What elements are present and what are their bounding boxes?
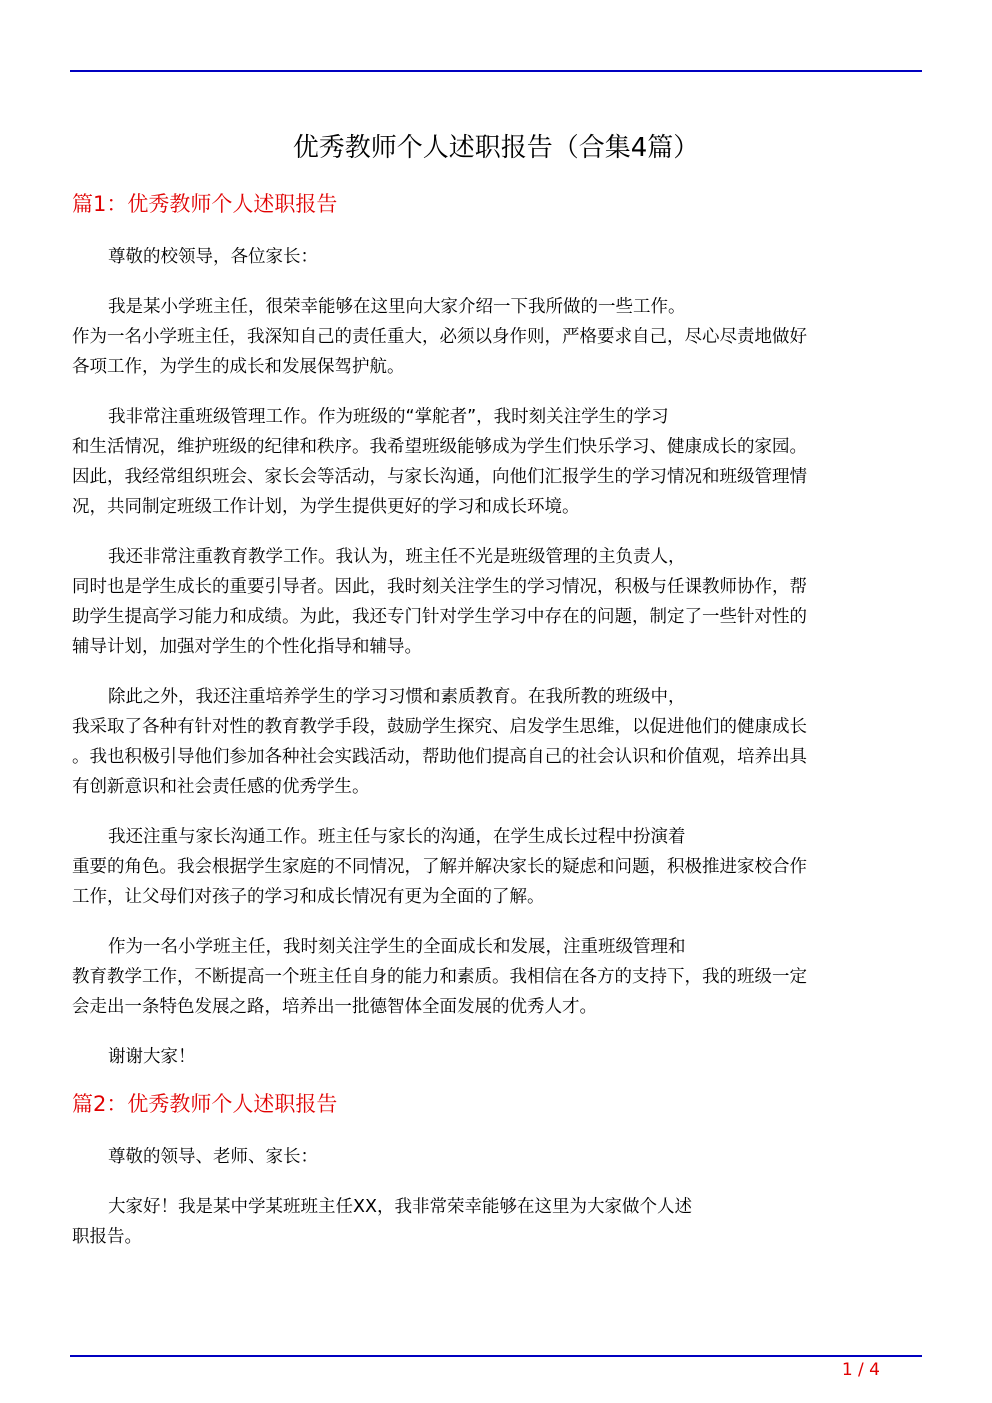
paragraph <box>72 1192 912 1252</box>
document-body <box>72 186 912 1252</box>
paragraph <box>72 402 912 522</box>
header-rule <box>70 70 922 72</box>
paragraph-line: 除此之外，我还注重培养学生的学习习惯和素质教育。在我所教的班级中， <box>108 687 686 707</box>
paragraph-line: 况，共同制定班级工作计划，为学生提供更好的学习和成长环境。 <box>72 497 580 517</box>
paragraph-line: 作为一名小学班主任，我深知自己的责任重大，必须以身作则，严格要求自己，尽心尽责地做好 <box>72 327 807 347</box>
paragraph-line: 作为一名小学班主任，我时刻关注学生的全面成长和发展，注重班级管理和 <box>108 937 686 957</box>
section-heading: 篇2：优秀教师个人述职报告 <box>72 1092 338 1116</box>
paragraph-line: 助学生提高学习能力和成绩。为此，我还专门针对学生学习中存在的问题，制定了一些针对性的 <box>72 607 807 627</box>
paragraph-line: 和生活情况，维护班级的纪律和秩序。我希望班级能够成为学生们快乐学习、健康成长的家园。 <box>72 437 807 457</box>
paragraph <box>72 242 912 272</box>
paragraph <box>72 822 912 912</box>
footer-rule <box>70 1355 922 1357</box>
paragraph-line: 会走出一条特色发展之路，培养出一批德智体全面发展的优秀人才。 <box>72 997 597 1017</box>
paragraph-line: 有创新意识和社会责任感的优秀学生。 <box>72 777 370 797</box>
paragraph-line: 同时也是学生成长的重要引导者。因此，我时刻关注学生的学习情况，积极与任课教师协作，帮 <box>72 577 807 597</box>
paragraph <box>72 1142 912 1172</box>
paragraph-line: 我还非常注重教育教学工作。我认为，班主任不光是班级管理的主负责人， <box>108 547 686 567</box>
document-title: 优秀教师个人述职报告（合集4篇） <box>292 133 700 163</box>
paragraph-line: 各项工作，为学生的成长和发展保驾护航。 <box>72 357 405 377</box>
paragraph-line: 谢谢大家！ <box>108 1047 196 1067</box>
paragraph-line: 辅导计划，加强对学生的个性化指导和辅导。 <box>72 637 422 657</box>
paragraph-line: 因此，我经常组织班会、家长会等活动，与家长沟通，向他们汇报学生的学习情况和班级管理情 <box>72 467 807 487</box>
paragraph-line: 我还注重与家长沟通工作。班主任与家长的沟通，在学生成长过程中扮演着 <box>108 827 686 847</box>
paragraph-line: 工作，让父母们对孩子的学习和成长情况有更为全面的了解。 <box>72 887 545 907</box>
page-number: 1 / 4 <box>841 1360 880 1380</box>
paragraph-line: 我采取了各种有针对性的教育教学手段，鼓励学生探究、启发学生思维，以促进他们的健康成长 <box>72 717 807 737</box>
paragraph <box>72 292 912 382</box>
paragraph-line: 我是某小学班主任，很荣幸能够在这里向大家介绍一下我所做的一些工作。 <box>108 297 686 317</box>
paragraph <box>72 542 912 662</box>
paragraph-line: 教育教学工作，不断提高一个班主任自身的能力和素质。我相信在各方的支持下，我的班级一定 <box>72 967 807 987</box>
paragraph-line: 。我也积极引导他们参加各种社会实践活动，帮助他们提高自己的社会认识和价值观，培养出具 <box>72 747 807 767</box>
paragraph-line: 职报告。 <box>72 1227 142 1247</box>
section-heading: 篇1：优秀教师个人述职报告 <box>72 192 338 216</box>
paragraph-line: 重要的角色。我会根据学生家庭的不同情况，了解并解决家长的疑虑和问题，积极推进家校合作 <box>72 857 807 877</box>
paragraph <box>72 932 912 1022</box>
paragraph-line: 我非常注重班级管理工作。作为班级的“掌舵者”，我时刻关注学生的学习 <box>108 407 669 427</box>
paragraph-line: 尊敬的领导、老师、家长： <box>108 1147 318 1167</box>
paragraph-line: 尊敬的校领导，各位家长： <box>108 247 318 267</box>
paragraph <box>72 682 912 802</box>
paragraph <box>72 1042 912 1072</box>
paragraph-line: 大家好！我是某中学某班班主任XX，我非常荣幸能够在这里为大家做个人述 <box>108 1197 692 1217</box>
